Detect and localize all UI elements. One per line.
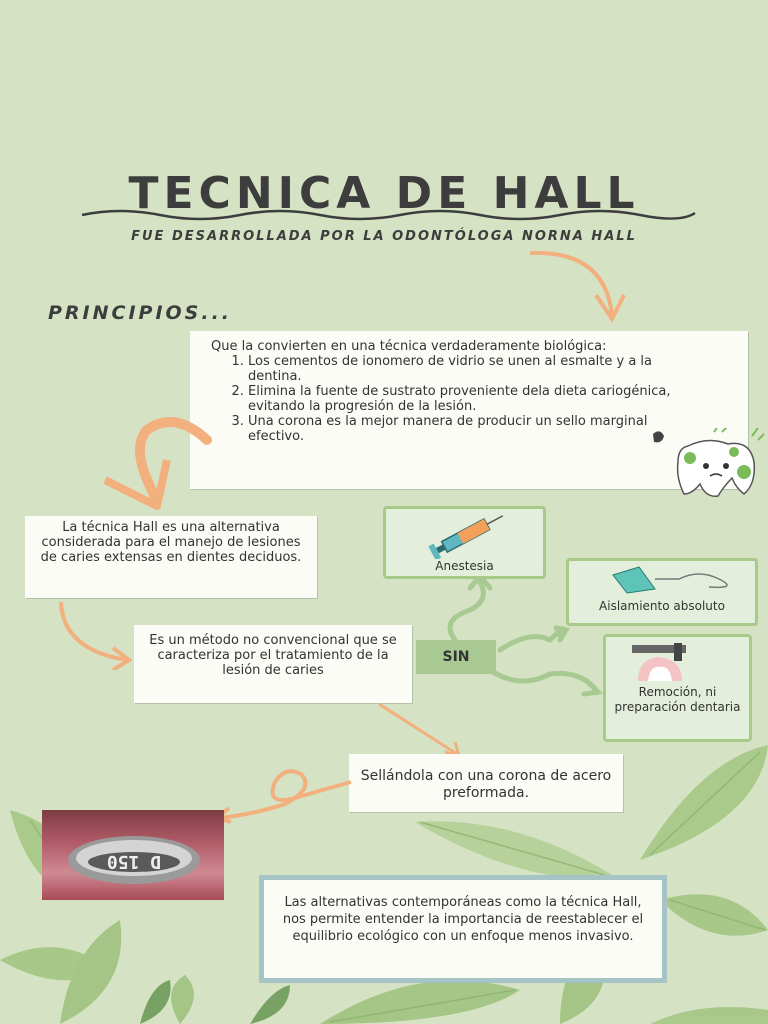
no-removal-box xyxy=(603,634,752,742)
steel-crown-image xyxy=(62,828,207,886)
orange-arrow-top xyxy=(520,245,630,325)
crown-text: Sellándola con una corona de acero preformada. xyxy=(360,768,612,801)
principles-list xyxy=(211,354,681,444)
orange-curl-arrow-left xyxy=(95,410,220,510)
dental-drill-icon xyxy=(630,641,690,683)
no-anesthesia-box xyxy=(383,506,546,579)
orange-arrow-to-crown xyxy=(375,700,465,762)
rubber-dam-icon xyxy=(609,565,739,595)
method-text: Es un método no convencional que se caracteriza por el tratamiento de la lesión de caries xyxy=(149,633,397,678)
crown-imprint: D 150 xyxy=(106,851,162,872)
list-item: 3. Una corona es la mejor manera de producir un sello marginal efectivo. xyxy=(248,414,681,444)
crown-card xyxy=(349,754,623,812)
subtitle: FUE DESARROLLADA POR LA ODONTÓLOGA NORNA HALL xyxy=(131,229,637,244)
principles-lead: Que la convierten en una técnica verdaderamente biológica: xyxy=(211,339,607,354)
crown-photo xyxy=(42,810,224,900)
list-item: 2. Elimina la fuente de sustrato proveniente dela dieta cariogénica, evitando la progresión de la lesión. xyxy=(248,384,681,414)
sin-label: SIN xyxy=(416,640,496,674)
orange-curl-arrow-crown xyxy=(205,762,355,824)
orange-arrow-middle xyxy=(55,600,140,670)
page-title: TECNICA DE HALL xyxy=(128,168,640,219)
isolation-label: Aislamiento absoluto xyxy=(599,599,725,613)
method-card xyxy=(134,625,412,703)
syringe-icon xyxy=(424,513,510,559)
no-isolation-box xyxy=(566,558,758,626)
definition-text: La técnica Hall es una alternativa considerada para el manejo de lesiones de caries extensas en dientes deciduos. xyxy=(40,520,302,565)
title-underline xyxy=(80,205,700,223)
anesthesia-label: Anestesia xyxy=(435,559,494,573)
conclusion-card xyxy=(259,875,667,983)
tooth-mascot-icon xyxy=(648,428,766,500)
principles-heading: PRINCIPIOS... xyxy=(48,302,233,324)
list-item: 1. Los cementos de ionomero de vidrio se unen al esmalte y a la dentina. xyxy=(248,354,681,384)
conclusion-text: Las alternativas contemporáneas como la técnica Hall, nos permite entender la importancia de reestablecer el equilibrio ecológico con un enfoque menos invasivo. xyxy=(282,895,644,944)
definition-card xyxy=(25,516,317,598)
removal-label: Remoción, ni preparación dentaria xyxy=(614,685,741,714)
